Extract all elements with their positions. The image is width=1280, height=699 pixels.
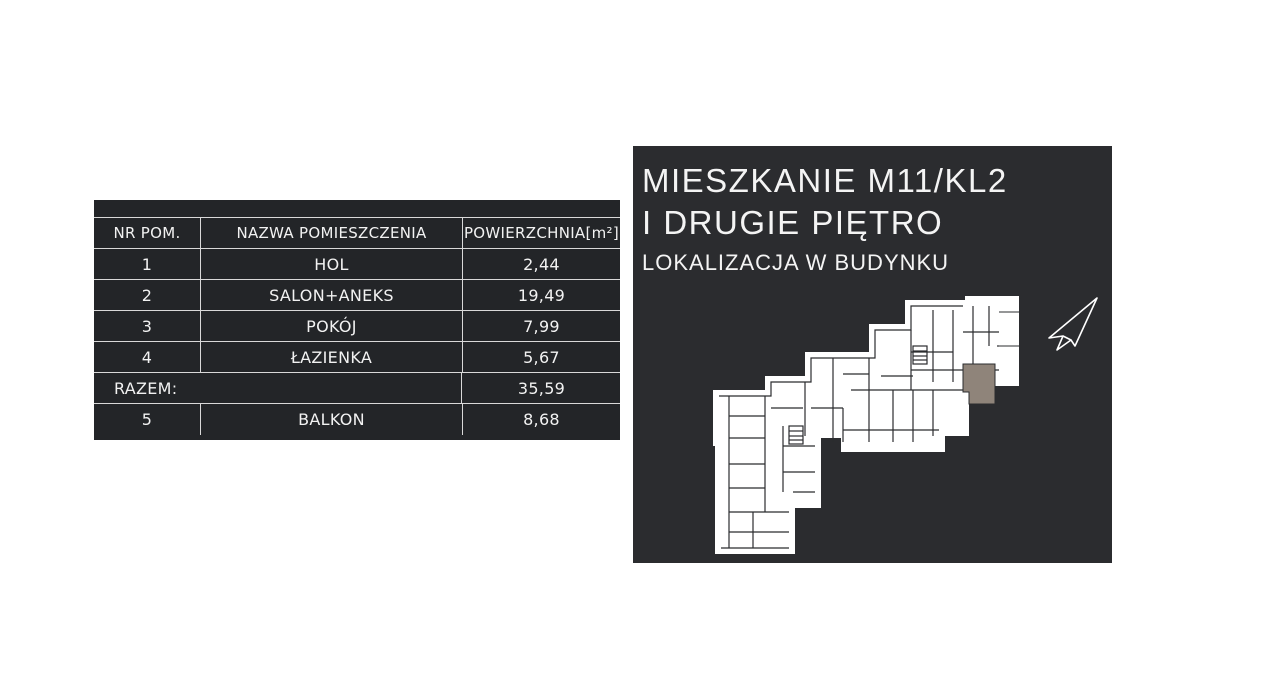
- room-name: ŁAZIENKA: [201, 342, 463, 372]
- room-area: 8,68: [523, 410, 560, 429]
- total-area: 35,59: [517, 378, 566, 398]
- table-header-row: [94, 218, 620, 249]
- room-name: BALKON: [201, 404, 463, 435]
- location-panel: [633, 146, 1112, 563]
- location-subtitle: LOKALIZACJA W BUDYNKU: [642, 250, 950, 275]
- room-name: SALON+ANEKS: [201, 280, 463, 310]
- room-number: 5: [94, 404, 201, 435]
- room-area: 2,44: [523, 254, 560, 274]
- total-label: RAZEM:: [94, 373, 462, 403]
- table-top-bar: [94, 200, 620, 218]
- header-room-area: POWIERZCHNIA[m²]: [463, 224, 620, 242]
- room-number: 2: [94, 280, 201, 310]
- room-area-table: [94, 200, 620, 440]
- room-number: 3: [94, 311, 201, 341]
- room-number: 4: [94, 342, 201, 372]
- north-arrow-icon: [1049, 298, 1097, 350]
- apartment-title-line2: I DRUGIE PIĘTRO: [642, 204, 944, 241]
- table-row: [94, 342, 620, 373]
- table-row: [94, 404, 620, 435]
- header-room-name: NAZWA POMIESZCZENIA: [201, 218, 463, 248]
- header-room-number: NR POM.: [94, 218, 201, 248]
- apartment-title-line1: MIESZKANIE M11/KL2: [642, 162, 1008, 199]
- room-name: POKÓJ: [201, 311, 463, 341]
- room-area: 5,67: [523, 347, 560, 367]
- room-name: HOL: [201, 249, 463, 279]
- room-area: 7,99: [523, 316, 560, 336]
- table-total-row: [94, 373, 620, 404]
- table-row: [94, 249, 620, 280]
- building-floor-plan: [633, 146, 1112, 563]
- table-row: [94, 280, 620, 311]
- room-area: 19,49: [517, 285, 566, 305]
- table-row: [94, 311, 620, 342]
- room-number: 1: [94, 249, 201, 279]
